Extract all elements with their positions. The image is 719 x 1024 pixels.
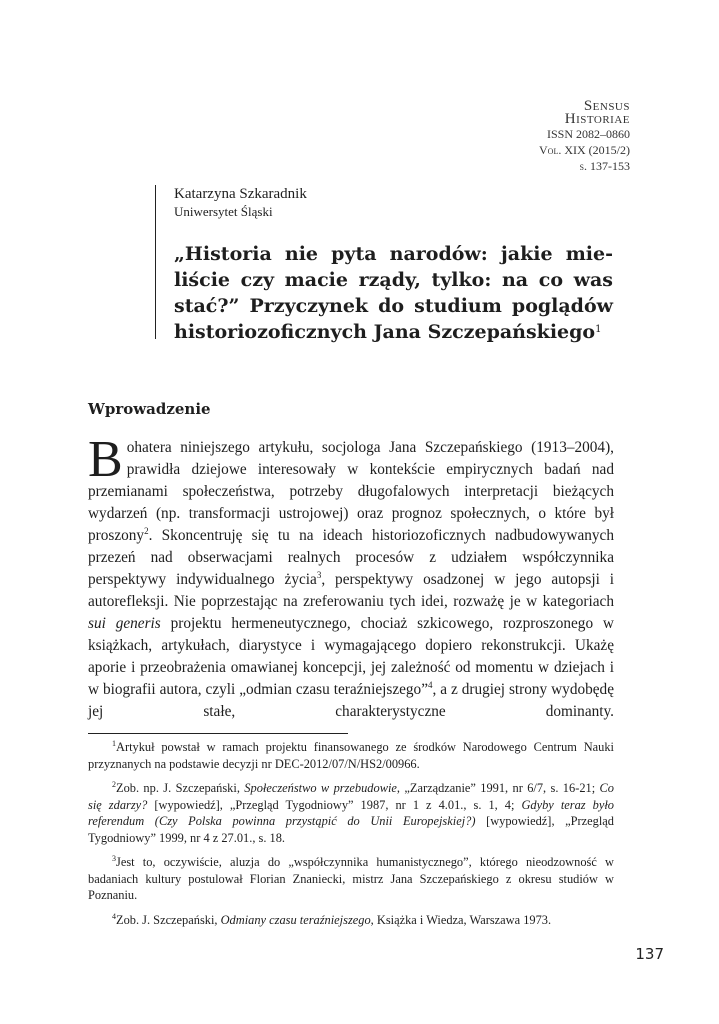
footnote-ref-3[interactable]: 3 (316, 569, 322, 580)
article-title (174, 241, 613, 345)
page-number: 137 (635, 945, 664, 963)
footnote-4-text-c: , Książka i Wiedza, Warszawa 1973. (370, 912, 552, 927)
body-text-1: ohatera niniejszego artykułu, socjologa Jana Szczepańskiego (1913–2004), prawidła dziejowe interesowały w kontekście empirycznych badań nad przemianami społeczeństwa, potrzeby długofalowych interpretacji bieżących wydarzeń (np. transformacji ustrojowej) oraz prognoz społecznych, o które był proszony (88, 439, 614, 544)
title-footnote-marker[interactable]: 1 (595, 324, 602, 335)
footnote-1-text: Artykuł powstał w ramach projektu finansowanego ze środków Narodowego Centrum Nauki przyznanych na podstawie decyzji nr DEC-2012/07/N/HS2/00966. (88, 740, 614, 771)
footnote-1 (88, 739, 614, 772)
journal-name-line1: Sensus (583, 98, 630, 114)
footnote-2-text-a: Zob. np. J. Szczepański, (116, 781, 245, 795)
footnotes (88, 739, 614, 936)
body-paragraph (88, 431, 614, 723)
footnote-2-number: 2 (112, 779, 116, 789)
journal-pages: s. 137-153 (579, 159, 630, 173)
footnote-3-number: 3 (112, 853, 116, 863)
footnote-2 (88, 780, 614, 846)
footnote-4-italic-b: Odmiany czasu teraźniejszego (220, 912, 371, 927)
section-heading: Wprowadzenie (88, 400, 211, 418)
header-vertical-rule (155, 185, 156, 339)
author-name: Katarzyna Szkaradnik (174, 186, 307, 202)
body-text-5: , a z drugiej strony wydobędę jej stałe, charakterystyczne dominanty. (88, 681, 614, 720)
footnote-ref-2[interactable]: 2 (144, 525, 149, 536)
footnote-3-text: Jest to, oczywiście, aluzja do „współczynnika humanistycznego”, którego nieodzowność w badaniach kultury postulował Florian Znaniecki, mistrz Jana Szczepańskiego z okresu studiów w Poznaniu. (88, 855, 614, 902)
footnote-2-text-e: [wypowiedź], „Przegląd Tygodniowy” 1987, nr 1 z 4.01., s. 1, 4; (147, 797, 522, 812)
body-italic: sui generis (88, 615, 161, 632)
footnote-divider (88, 733, 348, 734)
footnote-ref-4[interactable]: 4 (428, 679, 433, 690)
footnote-2-italic-d: Co się zdarzy? (88, 781, 614, 812)
journal-header (420, 100, 630, 174)
footnote-2-italic-b: Społeczeństwo w przebudowie (244, 781, 397, 795)
journal-name-line2: Historiae (564, 111, 630, 127)
footnote-2-text-g: [wypowiedź], „Przegląd Tygodniowy” 1999, nr 4 z 27.01., s. 18. (88, 814, 614, 845)
footnote-4 (88, 912, 614, 929)
footnote-2-text-c: , „Zarządzanie” 1991, nr 6/7, s. 16-21; (396, 781, 600, 795)
journal-volume: Vol. XIX (2015/2) (539, 143, 630, 157)
body-text-3: , perspektywy osadzonej w jego autopsji i autorefleksji. Nie poprzestając na zreferowaniu tych idei, rozważę je w kategoriach (88, 571, 614, 610)
footnote-4-text-a: Zob. J. Szczepański, (116, 912, 221, 927)
article-title-text: „Historia nie pyta narodów: jakie mieliście czy macie rządy, tylko: na co was stać?” Przyczynek do studium poglądów historiozoficznych Jana Szczepańskiego (174, 243, 613, 343)
author-affiliation: Uniwersytet Śląski (174, 204, 273, 219)
footnote-1-number: 1 (112, 738, 116, 748)
journal-issn: ISSN 2082–0860 (546, 127, 630, 141)
footnote-3 (88, 854, 614, 904)
footnote-4-number: 4 (112, 911, 116, 921)
drop-cap: B (88, 431, 123, 488)
body-text-4: projektu hermeneutycznego, chociaż szkicowego, rozproszonego w książkach, artykułach, diarystyce i wymagającego dopiero rekonstrukcji. Ukażę aporie i przeobrażenia omawianej koncepcji, jej zależność od momentu w dziejach i w biografii autora, czyli „odmian czasu teraźniejszego” (88, 615, 614, 698)
footnote-2-italic-f: Gdyby teraz było referendum (Czy Polska powinna przystąpić do Unii Europejskiej?) (88, 797, 614, 828)
body-text-2: . Skoncentruję się tu na ideach historiozoficznych nadbudowywanych przezeń nad obserwacjami realnych procesów z udziałem współczynnika perspektywy indywidualnego życia (88, 527, 614, 588)
